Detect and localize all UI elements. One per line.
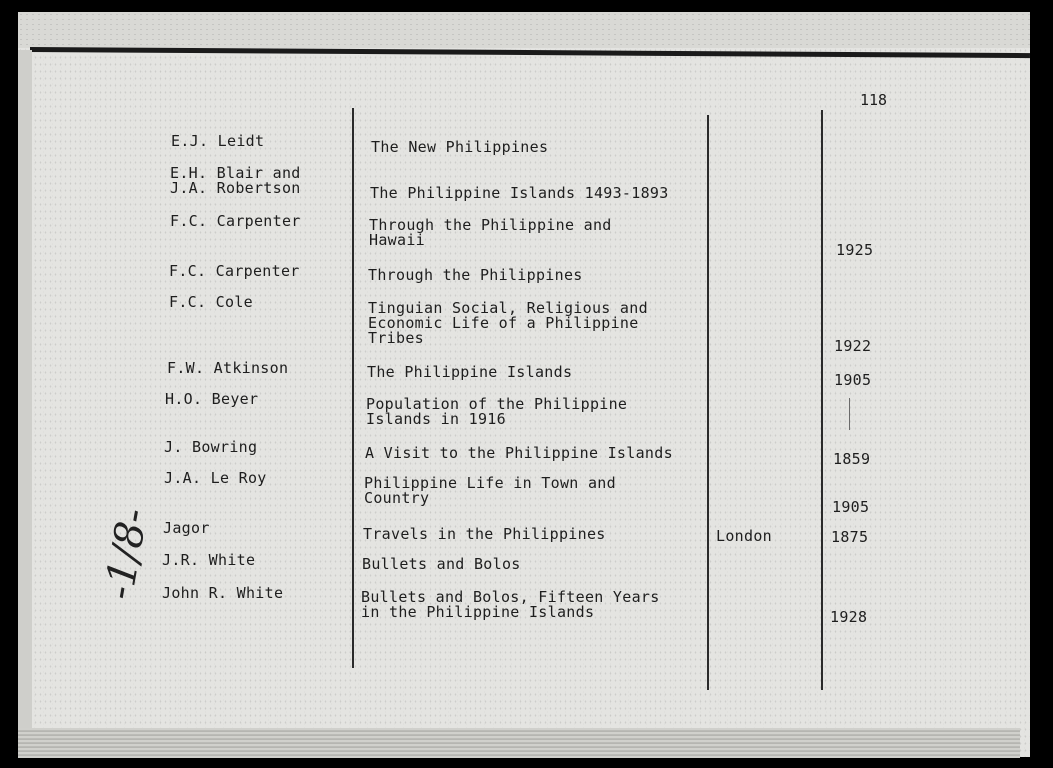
title-cell: The New Philippines [371,138,549,156]
title-cell: Philippine Life in Town and Country [364,474,616,507]
year-cell: 1925 [836,241,874,259]
author-cell: H.O. Beyer [165,390,259,408]
title-cell: Bullets and Bolos [362,555,521,573]
author-cell: J.A. Le Roy [164,469,267,487]
column-rule-title-place [707,115,709,690]
author-cell: Jagor [163,519,210,537]
title-cell: The Philippine Islands [367,363,573,381]
title-cell: Through the Philippine and Hawaii [369,216,612,249]
column-rule-place-year [821,110,823,690]
title-cell: Travels in the Philippines [363,525,606,543]
author-cell: J. Bowring [164,438,258,456]
year-cell: 1875 [831,528,869,546]
author-cell: J.R. White [162,551,256,569]
title-cell: A Visit to the Philippine Islands [365,444,673,462]
bottom-page-edge [18,728,1020,758]
ditto-mark [849,398,850,430]
year-cell: 1905 [832,498,870,516]
title-cell: Tinguian Social, Religious and Economic Life of a Philippine Tribes [368,299,648,347]
left-page-edge [18,50,32,740]
document-page [18,12,1030,757]
column-rule-author-title [352,108,354,668]
title-cell: The Philippine Islands 1493-1893 [370,184,669,202]
title-cell: Bullets and Bolos, Fifteen Years in the Philippine Islands [361,588,660,621]
author-cell: F.C. Carpenter [169,262,300,280]
year-cell: 1905 [834,371,872,389]
place-cell: London [716,527,772,545]
author-cell: F.W. Atkinson [167,359,289,377]
year-cell: 1859 [833,450,871,468]
author-cell: John R. White [162,584,284,602]
title-cell: Population of the Philippine Islands in 1916 [366,395,628,428]
handwritten-page-note: -1/8- [96,504,158,603]
year-cell: 1922 [834,337,872,355]
author-cell: F.C. Cole [169,293,253,311]
author-cell: F.C. Carpenter [170,212,301,230]
author-cell: E.H. Blair and J.A. Robertson [170,164,301,197]
author-cell: E.J. Leidt [171,132,265,150]
title-cell: Through the Philippines [368,266,583,284]
page-number: 118 [860,91,888,109]
top-strip [18,12,1030,48]
year-cell: 1928 [830,608,868,626]
